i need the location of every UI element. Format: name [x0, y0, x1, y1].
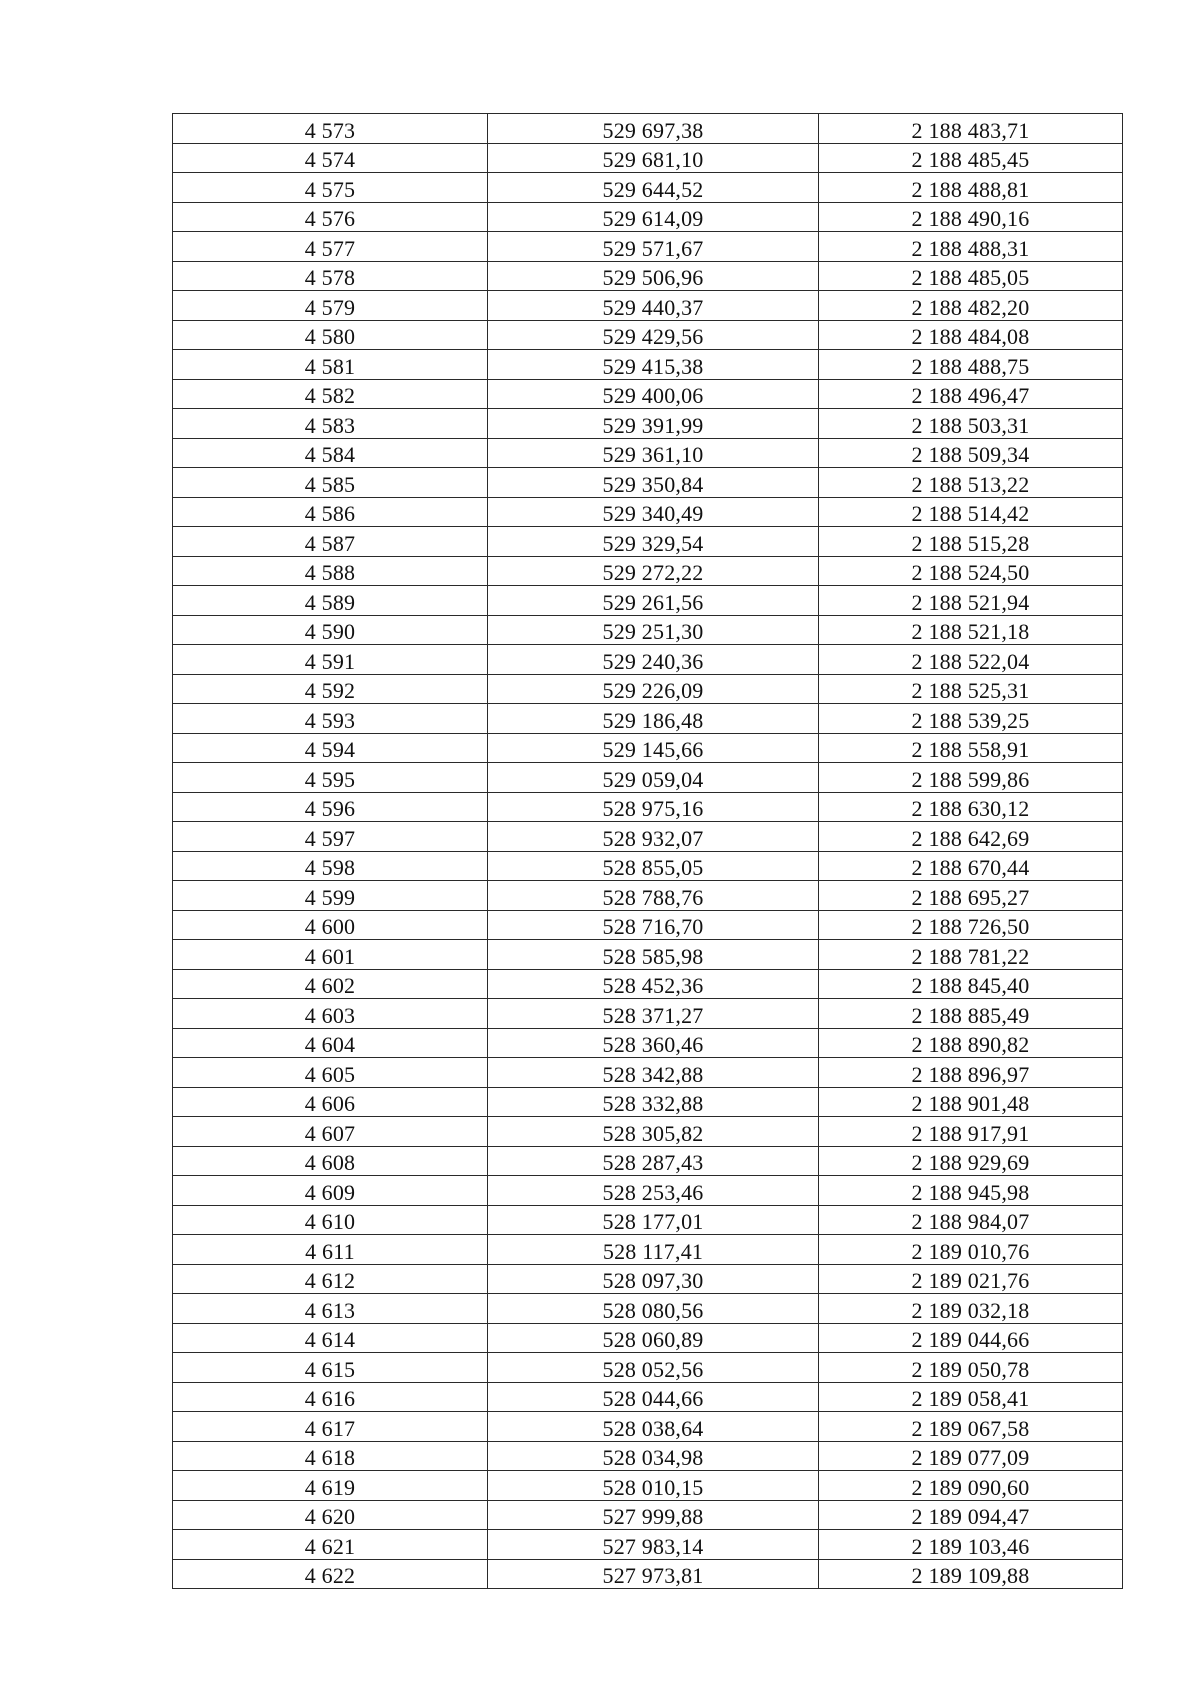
point-number-cell: 4 575: [173, 173, 488, 203]
x-coordinate-cell: 528 360,46: [488, 1028, 819, 1058]
x-coordinate-cell: 528 052,56: [488, 1353, 819, 1383]
point-number-cell: 4 619: [173, 1471, 488, 1501]
table-row: [173, 497, 1123, 527]
x-coordinate-cell: 529 350,84: [488, 468, 819, 498]
y-coordinate-cell: 2 189 032,18: [819, 1294, 1123, 1324]
point-number-cell: 4 610: [173, 1205, 488, 1235]
table-row: [173, 1294, 1123, 1324]
y-coordinate-cell: 2 188 695,27: [819, 881, 1123, 911]
y-coordinate-cell: 2 188 845,40: [819, 969, 1123, 999]
table-row: [173, 1382, 1123, 1412]
point-number-cell: 4 584: [173, 438, 488, 468]
y-coordinate-cell: 2 188 522,04: [819, 645, 1123, 675]
table-row: [173, 173, 1123, 203]
x-coordinate-cell: 529 506,96: [488, 261, 819, 291]
y-coordinate-cell: 2 188 781,22: [819, 940, 1123, 970]
y-coordinate-cell: 2 188 539,25: [819, 704, 1123, 734]
x-coordinate-cell: 528 332,88: [488, 1087, 819, 1117]
point-number-cell: 4 598: [173, 851, 488, 881]
x-coordinate-cell: 528 038,64: [488, 1412, 819, 1442]
y-coordinate-cell: 2 188 496,47: [819, 379, 1123, 409]
y-coordinate-cell: 2 188 599,86: [819, 763, 1123, 793]
table-row: [173, 468, 1123, 498]
y-coordinate-cell: 2 188 521,94: [819, 586, 1123, 616]
table-row: [173, 940, 1123, 970]
x-coordinate-cell: 529 186,48: [488, 704, 819, 734]
x-coordinate-cell: 529 340,49: [488, 497, 819, 527]
point-number-cell: 4 612: [173, 1264, 488, 1294]
x-coordinate-cell: 528 034,98: [488, 1441, 819, 1471]
table-row: [173, 527, 1123, 557]
x-coordinate-cell: 529 614,09: [488, 202, 819, 232]
point-number-cell: 4 609: [173, 1176, 488, 1206]
y-coordinate-cell: 2 188 945,98: [819, 1176, 1123, 1206]
x-coordinate-cell: 528 117,41: [488, 1235, 819, 1265]
table-row: [173, 763, 1123, 793]
x-coordinate-cell: 529 644,52: [488, 173, 819, 203]
y-coordinate-cell: 2 188 488,75: [819, 350, 1123, 380]
y-coordinate-cell: 2 188 509,34: [819, 438, 1123, 468]
table-row: [173, 969, 1123, 999]
x-coordinate-cell: 529 251,30: [488, 615, 819, 645]
point-number-cell: 4 607: [173, 1117, 488, 1147]
x-coordinate-cell: 529 145,66: [488, 733, 819, 763]
table-row: [173, 114, 1123, 144]
table-row: [173, 1559, 1123, 1589]
point-number-cell: 4 604: [173, 1028, 488, 1058]
y-coordinate-cell: 2 188 482,20: [819, 291, 1123, 321]
table-row: [173, 704, 1123, 734]
y-coordinate-cell: 2 188 521,18: [819, 615, 1123, 645]
table-row: [173, 1117, 1123, 1147]
y-coordinate-cell: 2 188 901,48: [819, 1087, 1123, 1117]
x-coordinate-cell: 529 571,67: [488, 232, 819, 262]
point-number-cell: 4 573: [173, 114, 488, 144]
y-coordinate-cell: 2 189 090,60: [819, 1471, 1123, 1501]
x-coordinate-cell: 528 060,89: [488, 1323, 819, 1353]
point-number-cell: 4 617: [173, 1412, 488, 1442]
x-coordinate-cell: 529 240,36: [488, 645, 819, 675]
table-row: [173, 645, 1123, 675]
x-coordinate-cell: 528 253,46: [488, 1176, 819, 1206]
point-number-cell: 4 622: [173, 1559, 488, 1589]
y-coordinate-cell: 2 188 726,50: [819, 910, 1123, 940]
point-number-cell: 4 605: [173, 1058, 488, 1088]
table-row: [173, 1087, 1123, 1117]
point-number-cell: 4 589: [173, 586, 488, 616]
point-number-cell: 4 620: [173, 1500, 488, 1530]
point-number-cell: 4 621: [173, 1530, 488, 1560]
table-row: [173, 202, 1123, 232]
table-row: [173, 143, 1123, 173]
point-number-cell: 4 578: [173, 261, 488, 291]
point-number-cell: 4 594: [173, 733, 488, 763]
table-row: [173, 1441, 1123, 1471]
y-coordinate-cell: 2 188 515,28: [819, 527, 1123, 557]
table-row: [173, 438, 1123, 468]
table-row: [173, 615, 1123, 645]
table-row: [173, 1500, 1123, 1530]
table-row: [173, 232, 1123, 262]
point-number-cell: 4 596: [173, 792, 488, 822]
x-coordinate-cell: 528 287,43: [488, 1146, 819, 1176]
point-number-cell: 4 592: [173, 674, 488, 704]
table-row: [173, 1205, 1123, 1235]
table-row: [173, 320, 1123, 350]
y-coordinate-cell: 2 189 050,78: [819, 1353, 1123, 1383]
table-row: [173, 1471, 1123, 1501]
y-coordinate-cell: 2 188 984,07: [819, 1205, 1123, 1235]
x-coordinate-cell: 529 059,04: [488, 763, 819, 793]
point-number-cell: 4 587: [173, 527, 488, 557]
x-coordinate-cell: 529 400,06: [488, 379, 819, 409]
y-coordinate-cell: 2 188 483,71: [819, 114, 1123, 144]
point-number-cell: 4 606: [173, 1087, 488, 1117]
point-number-cell: 4 581: [173, 350, 488, 380]
point-number-cell: 4 615: [173, 1353, 488, 1383]
point-number-cell: 4 616: [173, 1382, 488, 1412]
point-number-cell: 4 591: [173, 645, 488, 675]
y-coordinate-cell: 2 189 109,88: [819, 1559, 1123, 1589]
table-row: [173, 822, 1123, 852]
x-coordinate-cell: 529 329,54: [488, 527, 819, 557]
x-coordinate-cell: 528 585,98: [488, 940, 819, 970]
point-number-cell: 4 608: [173, 1146, 488, 1176]
y-coordinate-cell: 2 188 513,22: [819, 468, 1123, 498]
x-coordinate-cell: 529 226,09: [488, 674, 819, 704]
table-row: [173, 1146, 1123, 1176]
y-coordinate-cell: 2 188 642,69: [819, 822, 1123, 852]
table-row: [173, 881, 1123, 911]
point-number-cell: 4 597: [173, 822, 488, 852]
y-coordinate-cell: 2 189 077,09: [819, 1441, 1123, 1471]
coordinates-table-body: [173, 114, 1123, 1589]
point-number-cell: 4 574: [173, 143, 488, 173]
table-row: [173, 261, 1123, 291]
table-row: [173, 409, 1123, 439]
x-coordinate-cell: 527 999,88: [488, 1500, 819, 1530]
point-number-cell: 4 618: [173, 1441, 488, 1471]
y-coordinate-cell: 2 188 485,45: [819, 143, 1123, 173]
point-number-cell: 4 585: [173, 468, 488, 498]
point-number-cell: 4 611: [173, 1235, 488, 1265]
table-row: [173, 910, 1123, 940]
x-coordinate-cell: 528 855,05: [488, 851, 819, 881]
point-number-cell: 4 586: [173, 497, 488, 527]
x-coordinate-cell: 529 415,38: [488, 350, 819, 380]
x-coordinate-cell: 528 975,16: [488, 792, 819, 822]
x-coordinate-cell: 528 305,82: [488, 1117, 819, 1147]
y-coordinate-cell: 2 188 490,16: [819, 202, 1123, 232]
table-row: [173, 851, 1123, 881]
y-coordinate-cell: 2 189 094,47: [819, 1500, 1123, 1530]
x-coordinate-cell: 528 097,30: [488, 1264, 819, 1294]
y-coordinate-cell: 2 188 630,12: [819, 792, 1123, 822]
y-coordinate-cell: 2 189 058,41: [819, 1382, 1123, 1412]
point-number-cell: 4 579: [173, 291, 488, 321]
y-coordinate-cell: 2 189 010,76: [819, 1235, 1123, 1265]
table-row: [173, 1323, 1123, 1353]
x-coordinate-cell: 529 361,10: [488, 438, 819, 468]
x-coordinate-cell: 529 697,38: [488, 114, 819, 144]
x-coordinate-cell: 529 681,10: [488, 143, 819, 173]
table-row: [173, 999, 1123, 1029]
y-coordinate-cell: 2 188 485,05: [819, 261, 1123, 291]
y-coordinate-cell: 2 188 514,42: [819, 497, 1123, 527]
y-coordinate-cell: 2 188 890,82: [819, 1028, 1123, 1058]
point-number-cell: 4 613: [173, 1294, 488, 1324]
point-number-cell: 4 603: [173, 999, 488, 1029]
x-coordinate-cell: 528 371,27: [488, 999, 819, 1029]
point-number-cell: 4 588: [173, 556, 488, 586]
point-number-cell: 4 582: [173, 379, 488, 409]
point-number-cell: 4 583: [173, 409, 488, 439]
y-coordinate-cell: 2 188 488,81: [819, 173, 1123, 203]
y-coordinate-cell: 2 188 929,69: [819, 1146, 1123, 1176]
table-row: [173, 1176, 1123, 1206]
table-row: [173, 350, 1123, 380]
x-coordinate-cell: 528 177,01: [488, 1205, 819, 1235]
table-row: [173, 379, 1123, 409]
x-coordinate-cell: 528 932,07: [488, 822, 819, 852]
x-coordinate-cell: 529 261,56: [488, 586, 819, 616]
x-coordinate-cell: 528 452,36: [488, 969, 819, 999]
table-row: [173, 1412, 1123, 1442]
coordinates-table: [172, 113, 1123, 1589]
point-number-cell: 4 577: [173, 232, 488, 262]
x-coordinate-cell: 528 044,66: [488, 1382, 819, 1412]
x-coordinate-cell: 528 010,15: [488, 1471, 819, 1501]
table-row: [173, 1028, 1123, 1058]
y-coordinate-cell: 2 188 488,31: [819, 232, 1123, 262]
table-row: [173, 674, 1123, 704]
y-coordinate-cell: 2 188 885,49: [819, 999, 1123, 1029]
point-number-cell: 4 580: [173, 320, 488, 350]
table-row: [173, 291, 1123, 321]
point-number-cell: 4 601: [173, 940, 488, 970]
point-number-cell: 4 576: [173, 202, 488, 232]
point-number-cell: 4 600: [173, 910, 488, 940]
x-coordinate-cell: 529 429,56: [488, 320, 819, 350]
x-coordinate-cell: 528 080,56: [488, 1294, 819, 1324]
table-row: [173, 1353, 1123, 1383]
y-coordinate-cell: 2 189 021,76: [819, 1264, 1123, 1294]
y-coordinate-cell: 2 188 503,31: [819, 409, 1123, 439]
x-coordinate-cell: 529 440,37: [488, 291, 819, 321]
point-number-cell: 4 590: [173, 615, 488, 645]
table-row: [173, 1264, 1123, 1294]
y-coordinate-cell: 2 188 670,44: [819, 851, 1123, 881]
y-coordinate-cell: 2 188 524,50: [819, 556, 1123, 586]
y-coordinate-cell: 2 188 896,97: [819, 1058, 1123, 1088]
table-row: [173, 1058, 1123, 1088]
y-coordinate-cell: 2 189 044,66: [819, 1323, 1123, 1353]
point-number-cell: 4 595: [173, 763, 488, 793]
x-coordinate-cell: 528 788,76: [488, 881, 819, 911]
point-number-cell: 4 593: [173, 704, 488, 734]
y-coordinate-cell: 2 189 067,58: [819, 1412, 1123, 1442]
table-row: [173, 792, 1123, 822]
point-number-cell: 4 614: [173, 1323, 488, 1353]
x-coordinate-cell: 529 391,99: [488, 409, 819, 439]
x-coordinate-cell: 528 716,70: [488, 910, 819, 940]
point-number-cell: 4 599: [173, 881, 488, 911]
table-row: [173, 1530, 1123, 1560]
table-row: [173, 733, 1123, 763]
y-coordinate-cell: 2 189 103,46: [819, 1530, 1123, 1560]
y-coordinate-cell: 2 188 917,91: [819, 1117, 1123, 1147]
table-row: [173, 586, 1123, 616]
table-row: [173, 1235, 1123, 1265]
x-coordinate-cell: 527 973,81: [488, 1559, 819, 1589]
point-number-cell: 4 602: [173, 969, 488, 999]
x-coordinate-cell: 528 342,88: [488, 1058, 819, 1088]
table-row: [173, 556, 1123, 586]
x-coordinate-cell: 529 272,22: [488, 556, 819, 586]
y-coordinate-cell: 2 188 484,08: [819, 320, 1123, 350]
x-coordinate-cell: 527 983,14: [488, 1530, 819, 1560]
y-coordinate-cell: 2 188 525,31: [819, 674, 1123, 704]
y-coordinate-cell: 2 188 558,91: [819, 733, 1123, 763]
